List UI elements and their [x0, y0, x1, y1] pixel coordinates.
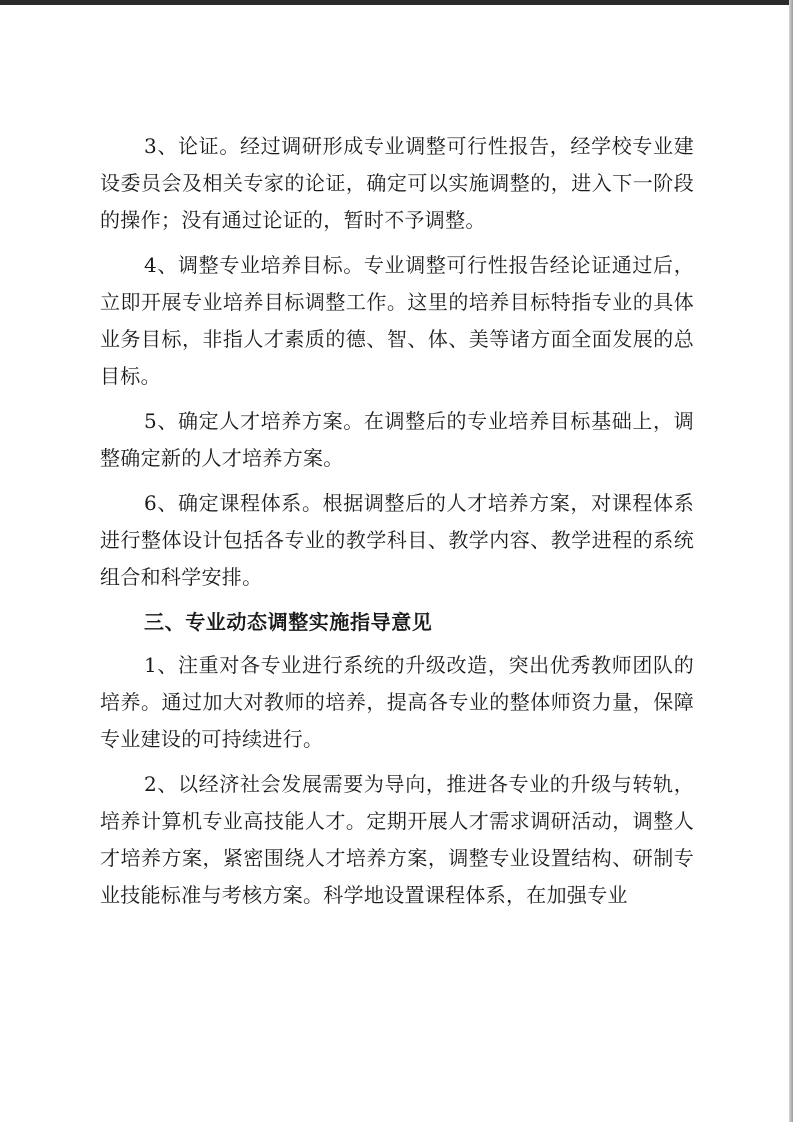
scan-right-edge: [789, 0, 793, 1122]
paragraph-5-training-plan: 5、确定人才培养方案。在调整后的专业培养目标基础上，调整确定新的人才培养方案。: [100, 409, 694, 470]
paragraph-6-curriculum-system: 6、确定课程体系。根据调整后的人才培养方案，对课程体系进行整体设计包括各专业的教学科目、教学内容、教学进程的系统组合和科学安排。: [100, 491, 694, 589]
document-body: [100, 128, 694, 922]
section-heading-guidance: 三、专业动态调整实施指导意见: [144, 610, 433, 634]
guidance-item-1: 1、注重对各专业进行系统的升级改造，突出优秀教师团队的培养。通过加大对教师的培养，提高各专业的整体师资力量，保障专业建设的可持续进行。: [100, 653, 694, 751]
paragraph-3-argumentation: 3、论证。经过调研形成专业调整可行性报告，经学校专业建设委员会及相关专家的论证，确定可以实施调整的，进入下一阶段的操作；没有通过论证的，暂时不予调整。: [100, 134, 694, 232]
scan-top-edge: [0, 0, 793, 5]
paragraph-4-adjust-objectives: 4、调整专业培养目标。专业调整可行性报告经论证通过后，立即开展专业培养目标调整工作。这里的培养目标特指专业的具体业务目标，非指人才素质的德、智、体、美等诸方面全面发展的总目标。: [100, 253, 694, 388]
guidance-item-2: 2、以经济社会发展需要为导向，推进各专业的升级与转轨，培养计算机专业高技能人才。定期开展人才需求调研活动，调整人才培养方案，紧密围绕人才培养方案，调整专业设置结构、研制专业技能标准与考核方案。科学地设置课程体系，在加强专业: [100, 772, 694, 907]
